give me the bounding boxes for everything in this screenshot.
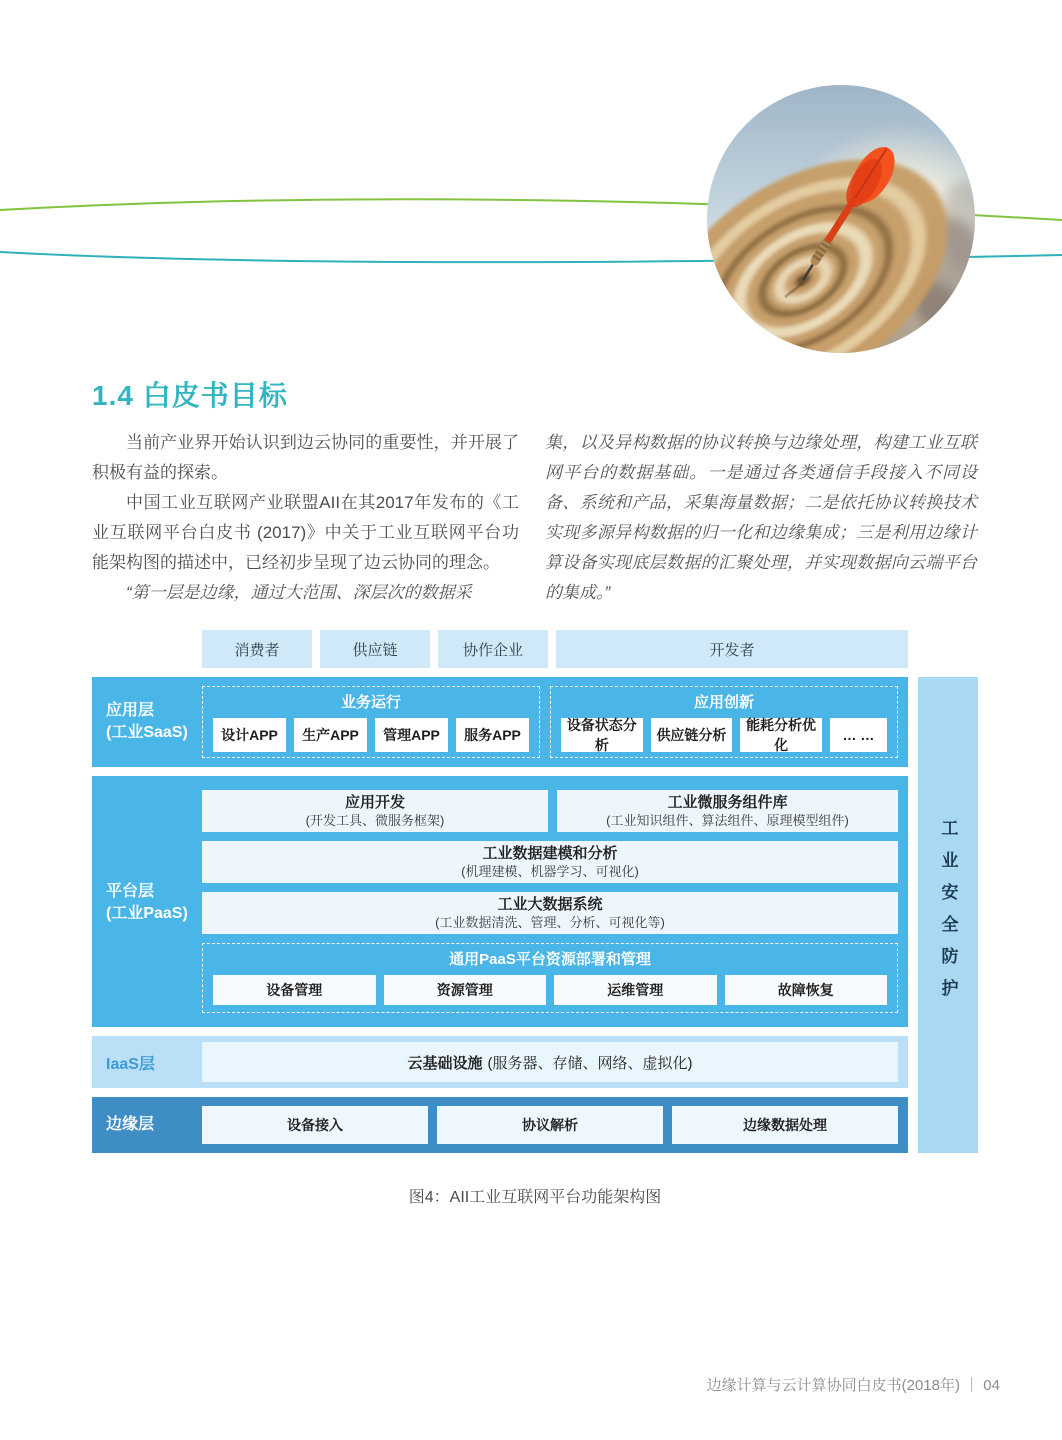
paas-item-ops-management: 运维管理 [554,975,717,1005]
paas-item-device-management: 设备管理 [213,975,376,1005]
platform-layer-band [92,776,908,1027]
box-app-development: 应用开发 (开发工具、微服务框架) [202,790,548,832]
app-item-supply-chain-analysis: 供应链分析 [651,718,733,752]
edge-layer-band [92,1097,908,1153]
actor-consumer: 消费者 [202,630,312,668]
app-item-design: 设计APP [213,718,286,752]
platform-content [202,790,898,1015]
industrial-security-label: 工业安全防护 [938,819,958,1011]
box-cloud-infrastructure: 云基础设施 (服务器、存储、网络、虚拟化) [202,1042,898,1082]
body-column-right [545,428,977,608]
edge-item-edge-data-processing: 边缘数据处理 [672,1106,898,1144]
application-groups [202,686,898,758]
layer-stack [92,677,908,1153]
application-layer-band [92,677,908,767]
box-microservice-library: 工业微服务组件库 (工业知识组件、算法组件、原理模型组件) [557,790,898,832]
box-data-modeling: 工业数据建模和分析 (机理建模、机器学习、可视化) [202,841,898,883]
dart-target-photo [707,85,975,353]
app-item-energy-analysis: 能耗分析优化 [740,718,822,752]
app-item-management: 管理APP [375,718,448,752]
iaas-layer-label: IaaS层 [106,1055,155,1073]
page-footer: 边缘计算与云计算协同白皮书(2018年) ｜ 04 [706,1377,1000,1394]
edge-layer-label: 边缘层 [106,1116,155,1133]
dart-photo-art [707,85,975,353]
figure-caption: 图4：AII工业互联网平台功能架构图 [408,1189,662,1206]
group-paas-resource-management: 通用PaaS平台资源部署和管理 设备管理 资源管理 运维管理 故障恢复 [202,943,898,1013]
section-heading: 1.4 白皮书目标 [92,380,288,411]
actor-partner-enterprise: 协作企业 [438,630,548,668]
app-item-service: 服务APP [456,718,529,752]
body-paragraph-1: 当前产业界开始认识到边云协同的重要性，并开展了积极有益的探索。 [92,433,519,482]
body-quote-end: 集，以及异构数据的协议转换与边缘处理，构建工业互联网平台的数据基础。一是通过各类通信手段接入不同设备、系统和产品，采集海量数据；二是依托协议转换技术实现多源异构数据的归一化和边缘集成；三是利用边缘计算设备实现底层数据的汇聚处理，并实现数据向云端平台的集成。” [545,433,977,602]
edge-item-protocol-parsing: 协议解析 [437,1106,663,1144]
body-paragraph-2: 中国工业互联网产业联盟AII在其2017年发布的《工业互联网平台白皮书 (2017)》中关于工业互联网平台功能架构图的描述中，已经初步呈现了边云协同的理念。 [92,493,519,572]
industrial-security-bar [918,677,978,1153]
paas-item-resource-management: 资源管理 [384,975,547,1005]
paas-item-fault-recovery: 故障恢复 [725,975,888,1005]
group-application-innovation: 应用创新 设备状态分析 供应链分析 能耗分析优化 … … [550,686,898,758]
app-item-production: 生产APP [294,718,367,752]
app-item-device-status-analysis: 设备状态分析 [561,718,643,752]
box-big-data-system: 工业大数据系统 (工业数据清洗、管理、分析、可视化等) [202,892,898,934]
edge-item-device-access: 设备接入 [202,1106,428,1144]
actors-row [202,630,908,668]
body-column-left [92,428,519,608]
app-item-ellipsis: … … [830,718,887,752]
group-business-operation: 业务运行 设计APP 生产APP 管理APP 服务APP [202,686,540,758]
body-quote-start: “第一层是边缘，通过大范围、深层次的数据采 [126,583,472,602]
iaas-layer-band [92,1036,908,1088]
diagram-main [92,677,978,1153]
actor-developer: 开发者 [556,630,908,668]
architecture-diagram [92,630,978,1153]
platform-layer-label: 平台层 (工业PaaS) [106,882,188,922]
actor-supply-chain: 供应链 [320,630,430,668]
application-layer-label: 应用层 (工业SaaS) [106,702,188,741]
